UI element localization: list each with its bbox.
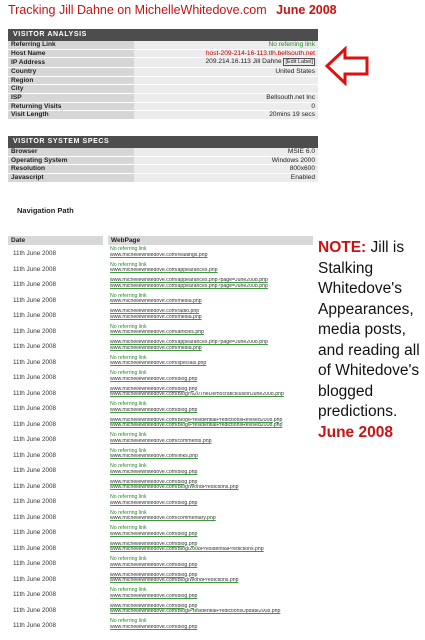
page-url-link[interactable]: www.michellewhitedove.com/Blog/PresidentialPredictionsRevised2008.php [110, 423, 283, 429]
info-value-text: Bellsouth.net Inc [266, 94, 315, 102]
page-url-link[interactable]: www.michellewhitedove.com/blog.php [110, 500, 198, 506]
info-row [8, 58, 318, 68]
info-value [134, 41, 318, 49]
info-row [8, 67, 318, 76]
webpage-cell [110, 263, 315, 274]
page-url-link[interactable]: www.michellewhitedove.com/blog.php [110, 469, 198, 475]
page-url-link[interactable]: www.michellewhitedove.com/readings.php [110, 252, 208, 258]
info-value-text: host-209-214-16-113.tlh.bellsouth.net [205, 49, 315, 57]
navigation-path-title: Navigation Path [17, 206, 74, 215]
info-value [134, 102, 318, 111]
system-specs-header: VISITOR SYSTEM SPECS [8, 136, 318, 148]
info-label: Resolution [8, 165, 134, 174]
visit-date: 11th June 2008 [13, 436, 56, 443]
info-value [134, 85, 318, 94]
visit-date: 11th June 2008 [13, 358, 56, 366]
referring-link-text: No referring link [110, 463, 147, 469]
referring-link-text: No referring link [110, 587, 147, 593]
page-url-link[interactable]: www.michellewhitedove.com/blog.php [110, 531, 198, 537]
visitor-analysis-header: VISITOR ANALYSIS [8, 29, 318, 41]
page-url-link[interactable]: www.michellewhitedove.com/commentary.php [110, 516, 216, 522]
referring-link-text: No referring link [110, 246, 147, 252]
referring-link-text: No referring link [110, 370, 147, 376]
visit-date: 11th June 2008 [13, 343, 56, 350]
page-title [8, 3, 337, 17]
page-url-link[interactable]: www.michellewhitedove.com/appearances.php?page=June2008.php [110, 278, 268, 283]
info-row [8, 76, 318, 85]
webpage-cell [110, 449, 315, 460]
title-text: Tracking Jill Dahne on MichelleWhitedove.com [8, 3, 267, 17]
info-value [134, 111, 318, 120]
page-url-link[interactable]: www.michellewhitedove.com/blog.php [110, 407, 198, 413]
info-label: Operating System [8, 156, 134, 165]
referring-link-text: No referring link [110, 354, 147, 361]
webpage-cell [110, 387, 315, 398]
visit-date: 11th June 2008 [13, 451, 56, 459]
page-url-link[interactable]: www.michellewhitedove.com/blog.php [110, 541, 198, 547]
info-label: City [8, 85, 134, 94]
visit-date: 11th June 2008 [13, 606, 56, 614]
webpage-cell [110, 542, 315, 553]
page-url-link[interactable]: www.michellewhitedove.com/comments.php [110, 438, 212, 444]
page-url-link[interactable]: www.michellewhitedove.com/specials.php [110, 361, 207, 367]
page-url-link[interactable]: www.michellewhitedove.com/blog.php [110, 479, 198, 485]
info-label: Javascript [8, 174, 134, 183]
referring-link-text: No referring link [110, 618, 147, 624]
webpage-cell [110, 371, 315, 382]
webpage-cell [110, 433, 315, 444]
system-specs-table [8, 148, 318, 183]
info-label: Visit Length [8, 111, 134, 120]
visit-date: 11th June 2008 [13, 575, 56, 583]
note-lead: NOTE: [318, 239, 367, 256]
webpage-cell [110, 573, 315, 584]
info-label: Host Name [8, 49, 134, 58]
edit-label-link[interactable]: [Edit Label] [285, 59, 313, 66]
info-value-text: No referring link [268, 41, 315, 49]
info-value [134, 165, 318, 174]
visit-date: 11th June 2008 [13, 265, 56, 273]
info-value-text: 209.214.16.113 Jill Dahne [205, 58, 282, 66]
info-value [134, 93, 318, 102]
referring-link-text: No referring link [110, 509, 147, 516]
visit-date: 11th June 2008 [13, 498, 56, 505]
page-url-link[interactable]: www.michellewhitedove.com/Blog/2008PresidentialPredictions.php [110, 547, 264, 553]
col-date-header: Date [8, 236, 103, 245]
visit-date: 11th June 2008 [13, 591, 56, 598]
note-body: Jill is Stalking Whitedove's Appearances, media posts, and reading all of Whitedove's blogged predictions. [318, 239, 420, 420]
info-row [8, 41, 318, 49]
webpage-cell [110, 309, 315, 320]
info-value-text: MSIE 6.0 [287, 148, 315, 156]
webpage-cell [110, 588, 315, 599]
page-url-link[interactable]: www.michellewhitedove.com/media.php [110, 314, 202, 320]
info-row [8, 165, 318, 174]
info-value [134, 148, 318, 156]
page-url-link[interactable]: www.michellewhitedove.com/Blog/%20TheDemocraticIllusionJune2008.php [110, 392, 284, 398]
info-row [8, 156, 318, 165]
visit-date: 11th June 2008 [13, 467, 56, 474]
referring-link-text: No referring link [110, 401, 147, 407]
webpage-cell [110, 557, 315, 568]
page-url-link[interactable]: www.michellewhitedove.com/Blog/PresidentialPredictionsRevised2008.php [110, 417, 283, 423]
referring-link-text: No referring link [110, 525, 147, 531]
webpage-cell [110, 325, 315, 336]
referring-link-text: No referring link [110, 556, 147, 562]
referring-link-text: No referring link [110, 432, 147, 438]
visit-date: 11th June 2008 [13, 405, 56, 412]
visit-date: 11th June 2008 [13, 622, 56, 629]
info-value-text: Windows 2000 [271, 156, 315, 164]
visit-date: 11th June 2008 [13, 482, 56, 490]
referring-link-text: No referring link [110, 292, 147, 299]
page-url-link[interactable]: www.michellewhitedove.com/appearances.php?page=June2008.php [110, 283, 268, 289]
webpage-cell [110, 418, 315, 429]
info-value [134, 156, 318, 165]
visit-date: 11th June 2008 [13, 529, 56, 536]
info-label: Country [8, 67, 134, 76]
info-value-text: United States [275, 67, 315, 75]
note-date: June 2008 [318, 423, 393, 441]
visit-date: 11th June 2008 [13, 312, 56, 319]
nav-path-row [8, 619, 313, 637]
visit-date: 11th June 2008 [13, 389, 56, 397]
page-url-link[interactable]: www.michellewhitedove.com/blog.php [110, 562, 198, 568]
visit-date: 11th June 2008 [13, 250, 56, 257]
page-url-link[interactable]: www.michellewhitedove.com/blog.php [110, 624, 198, 630]
page-url-link[interactable]: www.michellewhitedove.com/appearances.php [110, 268, 218, 274]
visit-date: 11th June 2008 [13, 420, 56, 428]
info-row [8, 148, 318, 156]
info-row [8, 111, 318, 120]
page-url-link[interactable]: www.michellewhitedove.com/articles.php [110, 330, 204, 336]
webpage-cell [110, 464, 315, 475]
page-url-link[interactable]: www.michellewhitedove.com/blog.php [110, 386, 198, 392]
page-url-link[interactable]: www.michellewhitedove.com/appearances.php?page=June2008.php [110, 340, 268, 345]
info-value [134, 58, 318, 68]
webpage-cell [110, 356, 315, 367]
visit-date: 11th June 2008 [13, 296, 56, 304]
visit-date: 11th June 2008 [13, 281, 56, 288]
page-url-link[interactable]: www.michellewhitedove.com/media.php [110, 345, 202, 351]
page-url-link[interactable]: www.michellewhitedove.com/Blog/WorldPredictions.php [110, 578, 239, 584]
info-value [134, 76, 318, 85]
webpage-cell [110, 526, 315, 537]
info-row [8, 85, 318, 94]
webpage-cell [110, 247, 315, 258]
webpage-cell [110, 604, 315, 615]
page-url-link[interactable]: www.michellewhitedove.com/radio.php [110, 309, 200, 314]
webpage-cell [110, 402, 315, 413]
note-annotation [318, 238, 424, 443]
info-row [8, 174, 318, 183]
visit-date: 11th June 2008 [13, 560, 56, 567]
info-row [8, 93, 318, 102]
left-arrow-icon [324, 46, 370, 86]
page-url-link[interactable]: www.michellewhitedove.com/links.php [110, 454, 198, 460]
info-value-text: 20mins 19 secs [269, 111, 315, 119]
info-label: ISP [8, 93, 134, 102]
info-value-text: 0 [311, 102, 315, 110]
referring-link-text: No referring link [110, 261, 147, 268]
referring-link-text: No referring link [110, 494, 147, 500]
info-row [8, 102, 318, 111]
webpage-cell [110, 511, 315, 522]
page-url-link[interactable]: www.michellewhitedove.com/media.php [110, 299, 202, 305]
visit-date: 11th June 2008 [13, 327, 56, 335]
col-webpage-header: WebPage [108, 236, 313, 245]
webpage-cell [110, 495, 315, 506]
visitor-analysis-table [8, 41, 318, 120]
info-value [134, 174, 318, 183]
webpage-cell [110, 480, 315, 491]
page-url-link[interactable]: www.michellewhitedove.com/Blog/WorldPredictions.php [110, 485, 239, 491]
info-row [8, 49, 318, 58]
visit-date: 11th June 2008 [13, 374, 56, 381]
webpage-cell [110, 278, 315, 289]
webpage-cell [110, 340, 315, 351]
info-value-text: Enabled [290, 174, 315, 182]
info-value-text: 800x600 [289, 165, 315, 173]
info-label: Region [8, 76, 134, 85]
info-value [134, 49, 318, 58]
page-url-link[interactable]: www.michellewhitedove.com/blog.php [110, 376, 198, 382]
visit-date: 11th June 2008 [13, 513, 56, 521]
title-date: June 2008 [276, 3, 337, 17]
webpage-cell [110, 619, 315, 630]
webpage-cell [110, 294, 315, 305]
info-label: Returning Visits [8, 102, 134, 111]
page-url-link[interactable]: www.michellewhitedove.com/Blog/PresidentialPredictionsUpdate2008.php [110, 609, 281, 615]
page-url-link[interactable]: www.michellewhitedove.com/blog.php [110, 603, 198, 609]
referring-link-text: No referring link [110, 323, 147, 330]
visit-date: 11th June 2008 [13, 544, 56, 552]
info-label: Referring Link [8, 41, 134, 49]
info-label: Browser [8, 148, 134, 156]
referring-link-text: No referring link [110, 447, 147, 454]
info-value [134, 67, 318, 76]
page-url-link[interactable]: www.michellewhitedove.com/blog.php [110, 593, 198, 599]
page-url-link[interactable]: www.michellewhitedove.com/blog.php [110, 572, 198, 578]
info-label: IP Address [8, 58, 134, 68]
